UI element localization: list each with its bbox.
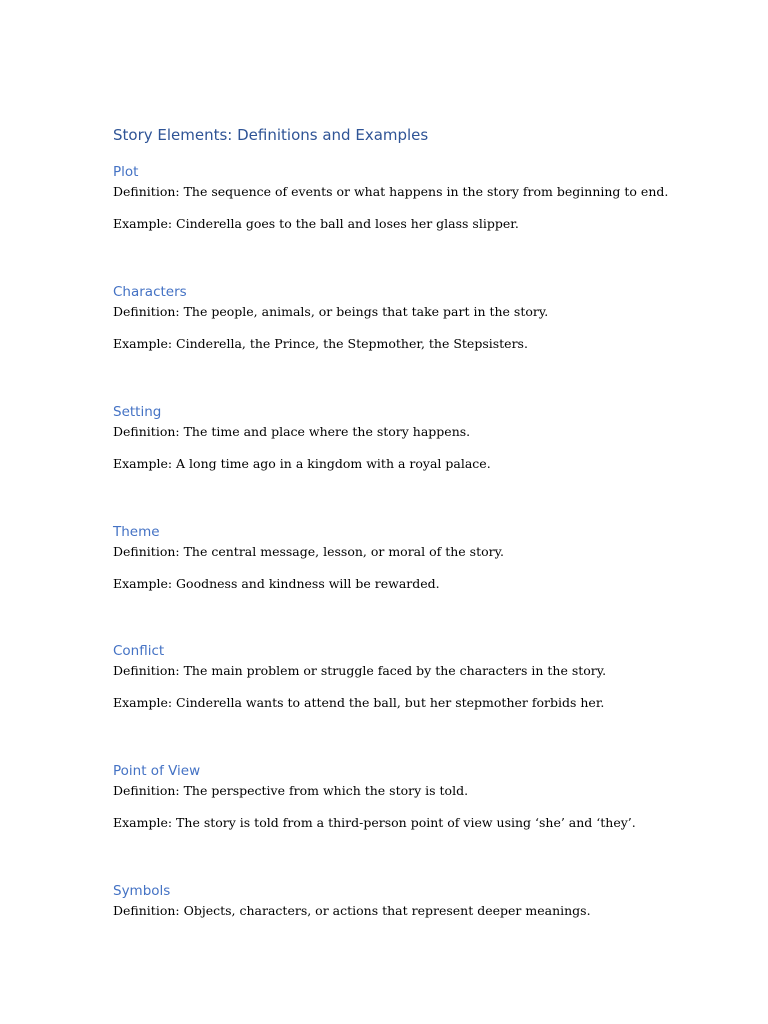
example-text: Example: Cinderella wants to attend the ball, but her stepmother forbids her. [113, 695, 605, 710]
definition-text: Definition: Objects, characters, or actions that represent deeper meanings. [113, 903, 591, 918]
definition-text: Definition: The main problem or struggle faced by the characters in the story. [113, 663, 607, 678]
document-title: Story Elements: Definitions and Examples [113, 126, 429, 144]
section-setting [113, 402, 733, 473]
definition-text: Definition: The time and place where the story happens. [113, 424, 471, 439]
section-plot [113, 162, 733, 233]
section-heading: Theme [113, 524, 160, 540]
section-heading: Point of View [113, 763, 201, 779]
section-symbols [113, 881, 733, 920]
section-point-of-view [113, 761, 733, 832]
section-heading: Symbols [113, 883, 171, 899]
definition-text: Definition: The central message, lesson, or moral of the story. [113, 544, 504, 559]
section-conflict [113, 641, 733, 712]
section-heading: Setting [113, 404, 162, 420]
definition-text: Definition: The sequence of events or what happens in the story from beginning to end. [113, 184, 669, 199]
section-characters [113, 282, 733, 353]
definition-text: Definition: The perspective from which the story is told. [113, 783, 469, 798]
example-text: Example: Cinderella, the Prince, the Stepmother, the Stepsisters. [113, 336, 528, 351]
section-theme [113, 522, 733, 593]
example-text: Example: Cinderella goes to the ball and loses her glass slipper. [113, 216, 519, 231]
example-text: Example: The story is told from a third-person point of view using ‘she’ and ‘they’. [113, 815, 636, 830]
example-text: Example: A long time ago in a kingdom with a royal palace. [113, 456, 491, 471]
section-heading: Plot [113, 164, 139, 180]
section-heading: Conflict [113, 643, 165, 659]
example-text: Example: Goodness and kindness will be rewarded. [113, 576, 440, 591]
section-heading: Characters [113, 284, 187, 300]
definition-text: Definition: The people, animals, or beings that take part in the story. [113, 304, 549, 319]
